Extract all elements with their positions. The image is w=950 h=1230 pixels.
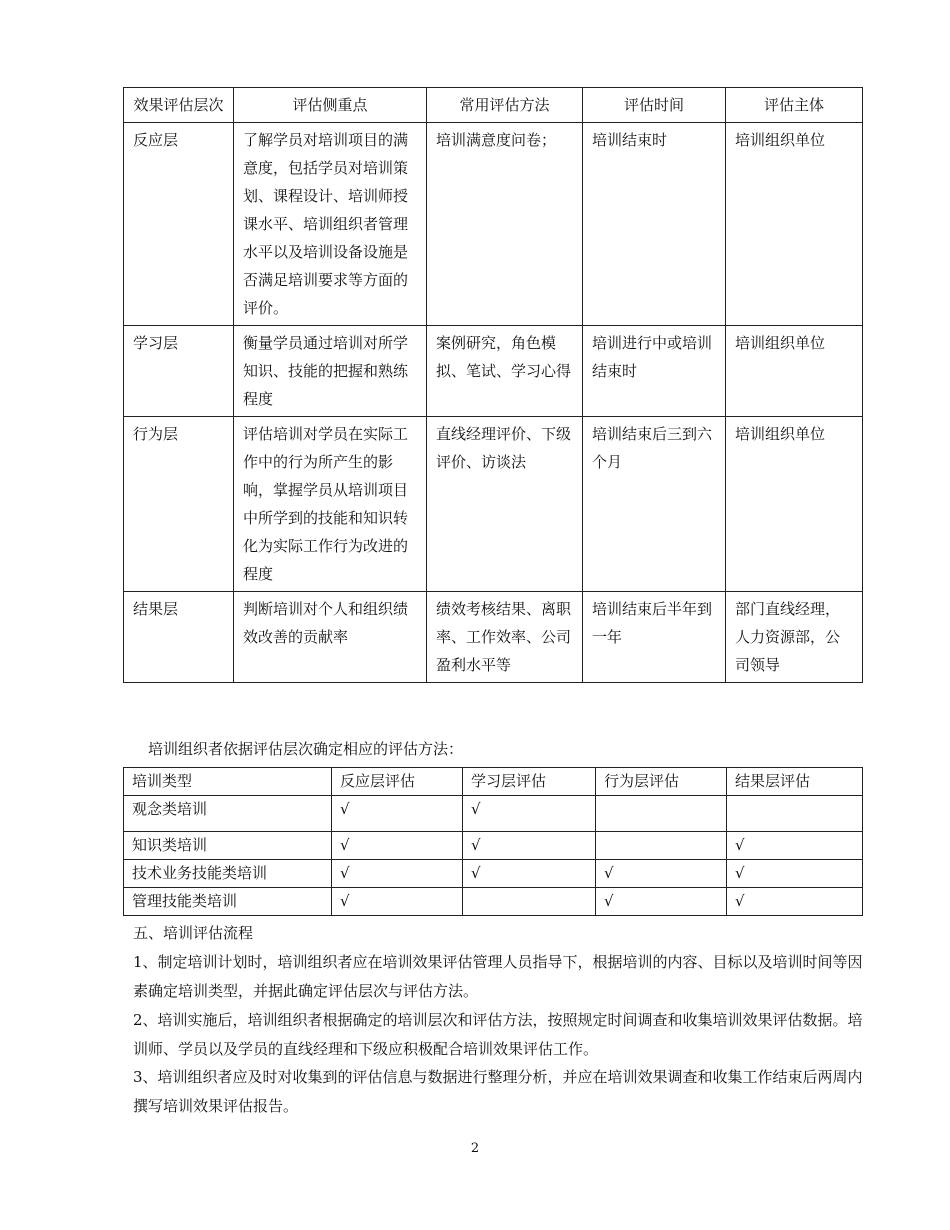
time-cell: 培训结束后半年到一年 (583, 592, 726, 683)
level-cell: 学习层 (124, 326, 234, 417)
check-cell (727, 796, 863, 832)
table-row (124, 417, 863, 592)
intro-text: 培训组织者依据评估层次确定相应的评估方法： (148, 740, 464, 758)
check-cell: √ (463, 796, 596, 832)
section-title: 五、培训评估流程 (133, 924, 254, 942)
table-row (124, 796, 863, 832)
header-cell: 效果评估层次 (124, 88, 234, 123)
check-cell: √ (332, 888, 463, 916)
check-cell (596, 832, 727, 860)
header-cell: 评估主体 (726, 88, 863, 123)
time-cell: 培训结束后三到六个月 (583, 417, 726, 592)
check-cell: √ (596, 860, 727, 888)
page-number: 2 (470, 1141, 480, 1156)
focus-cell: 判断培训对个人和组织绩效改善的贡献率 (234, 592, 427, 683)
paragraph-3: 3、培训组织者应及时对收集到的评估信息与数据进行整理分析，并应在培训效果调查和收集工作结束后两周内撰写培训效果评估报告。 (133, 1068, 863, 1115)
type-cell: 知识类培训 (124, 832, 332, 860)
check-cell: √ (463, 832, 596, 860)
focus-cell: 了解学员对培训项目的满意度，包括学员对培训策划、课程设计、培训师授课水平、培训组织者管理水平以及培训设备设施是否满足培训要求等方面的评价。 (234, 123, 427, 326)
header-cell: 行为层评估 (596, 768, 727, 796)
subject-cell: 培训组织单位 (726, 417, 863, 592)
method-cell: 培训满意度问卷； (427, 123, 583, 326)
method-cell: 绩效考核结果、离职率、工作效率、公司盈利水平等 (427, 592, 583, 683)
time-cell: 培训进行中或培训结束时 (583, 326, 726, 417)
header-cell: 学习层评估 (463, 768, 596, 796)
level-cell: 行为层 (124, 417, 234, 592)
type-cell: 观念类培训 (124, 796, 332, 832)
subject-cell: 培训组织单位 (726, 326, 863, 417)
subject-cell: 部门直线经理，人力资源部，公司领导 (726, 592, 863, 683)
check-cell: √ (727, 888, 863, 916)
focus-cell: 衡量学员通过培训对所学知识、技能的把握和熟练程度 (234, 326, 427, 417)
type-cell: 技术业务技能类培训 (124, 860, 332, 888)
subject-cell: 培训组织单位 (726, 123, 863, 326)
header-cell: 反应层评估 (332, 768, 463, 796)
check-cell (596, 796, 727, 832)
method-cell: 案例研究，角色模拟、笔试、学习心得 (427, 326, 583, 417)
paragraph-1: 1、制定培训计划时，培训组织者应在培训效果评估管理人员指导下，根据培训的内容、目标以及培训时间等因素确定培训类型，并据此确定评估层次与评估方法。 (133, 953, 863, 1000)
check-cell: √ (727, 832, 863, 860)
method-cell: 直线经理评价、下级评价、访谈法 (427, 417, 583, 592)
evaluation-level-table (123, 87, 863, 683)
table-row (124, 832, 863, 860)
header-cell: 常用评估方法 (427, 88, 583, 123)
check-cell: √ (463, 860, 596, 888)
check-cell (463, 888, 596, 916)
header-cell: 评估时间 (583, 88, 726, 123)
table-row (124, 592, 863, 683)
table-row (124, 123, 863, 326)
check-cell: √ (332, 832, 463, 860)
table-row (124, 326, 863, 417)
level-cell: 反应层 (124, 123, 234, 326)
table-header-row (124, 88, 863, 123)
check-cell: √ (596, 888, 727, 916)
header-cell: 结果层评估 (727, 768, 863, 796)
training-type-table (123, 767, 863, 916)
table-header-row (124, 768, 863, 796)
table-row (124, 860, 863, 888)
table-row (124, 888, 863, 916)
focus-cell: 评估培训对学员在实际工作中的行为所产生的影响，掌握学员从培训项目中所学到的技能和知识转化为实际工作行为改进的程度 (234, 417, 427, 592)
time-cell: 培训结束时 (583, 123, 726, 326)
header-cell: 评估侧重点 (234, 88, 427, 123)
header-cell: 培训类型 (124, 768, 332, 796)
type-cell: 管理技能类培训 (124, 888, 332, 916)
check-cell: √ (332, 860, 463, 888)
check-cell: √ (727, 860, 863, 888)
check-cell: √ (332, 796, 463, 832)
level-cell: 结果层 (124, 592, 234, 683)
paragraph-2: 2、培训实施后，培训组织者根据确定的培训层次和评估方法，按照规定时间调查和收集培训效果评估数据。培训师、学员以及学员的直线经理和下级应积极配合培训效果评估工作。 (133, 1011, 863, 1058)
